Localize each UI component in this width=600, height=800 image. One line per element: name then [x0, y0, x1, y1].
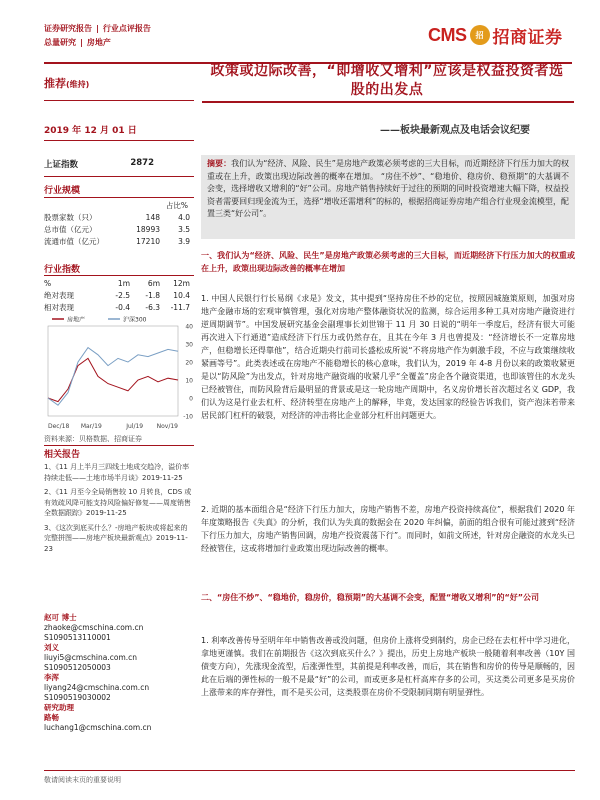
logo-en: CMS [428, 24, 467, 45]
section-1 [201, 249, 575, 275]
divider [44, 176, 194, 177]
table-row: 股票家数（只） 148 4.0 [44, 212, 190, 222]
unit-header: 占比% [165, 201, 188, 210]
trend-title: 行业指数 [44, 265, 81, 275]
chart-source: 资料来源：贝格数据、招商证券 [44, 435, 142, 443]
industry-table [44, 200, 194, 247]
y-tick-label: 10 [185, 377, 193, 385]
chart-frame [48, 326, 178, 416]
x-tick-label: Jul/19 [126, 423, 144, 430]
trend-table [44, 277, 194, 313]
summary-lead: 摘要： [207, 159, 232, 168]
header-tags: 证券研究报告 | 行业点评报告 总量研究 | 房地产 [44, 22, 151, 50]
analyst-id: S1090513110001 [44, 633, 111, 642]
table-row: 流通市值（亿元） 17210 3.9 [44, 236, 190, 246]
analyst-role: 研究助理 [44, 703, 74, 712]
x-tick-label: Mar/19 [80, 423, 102, 430]
analyst-id: S1090512050003 [44, 663, 111, 672]
analyst-name: 刘义 [44, 643, 59, 652]
report-title: 政策或边际改善，“即增收又增利”应该是权益投资者选股的出发点 [210, 63, 564, 98]
legend-label: 沪深300 [123, 316, 147, 324]
footer-note: 敬请阅读末页的重要说明 [44, 776, 121, 784]
related-item[interactable]: 1、《11 月上半月三四线土地成交趋冷，溢价率持续走低——土地市场半月谈》2019-11-25 [44, 463, 190, 482]
header-tag: 总量研究 [44, 38, 76, 47]
table-row: 相对表现 -0.4 -6.3 -11.7 [44, 302, 190, 312]
analyst-name: 路畅 [44, 713, 59, 722]
analyst-name: 李浑 [44, 673, 59, 682]
report-subtitle: ——板块最新观点及电话会议纪要 [380, 125, 530, 136]
index-label: 上证指数 [44, 160, 79, 170]
index-block [44, 158, 194, 170]
series-line [48, 358, 178, 401]
section-2-para-1: 1. 利率改善传导至明年年中销售改善或没问题，但房价上涨将受到制约，房企已经在去杠杆中学习进化，拿地更谨慎。我们在前期报告《这次到底买什么？》提出，历史上房地产板块一般随着利率改善（10Y 国债变方向），先涨现金流型，后涨弹性型，其前提是利率改善，而后，其在销售和房价的传导是顺畅的，因此在后端的弹性标的一般不是最“好”的公司，而或更多是杠杆高库存多的公司，买这类公司更多是买房价上涨带来的库存弹性，而不是买公司，这类股票在房价不受限制同期有明显弹性。 [201, 636, 575, 697]
y-tick-label: 0 [189, 395, 193, 403]
x-tick-label: Nov/19 [156, 423, 178, 430]
industry-title: 行业规模 [44, 186, 81, 196]
section-heading: 一、我们认为“经济、风险、民生”是房地产政策必须考虑的三大目标，而近期经济下行压力加大的权重或在上升，政策出现边际改善的概率在增加 [201, 251, 575, 273]
y-tick-label: 20 [185, 359, 193, 367]
related-item[interactable]: 3、《这次到底买什么？-房地产板块或将起来的完整拼图——房地产板块最新观点》2019-11-23 [44, 523, 188, 553]
y-tick-label: -10 [183, 413, 193, 421]
summary-text: 我们认为“经济、风险、民生”是房地产政策必须考虑的三大目标，而近期经济下行压力加大的权重或在上升，政策出现边际改善的概率在增加。 “房住不炒”、“稳地价、稳房价、稳预期”的大基调不会变，选择增收又增利的“好”公司。房地产销售持续好于过往的预期的同时投资增速大幅下降，权益投资者需要回归现金流为王，选择“增收还需增利”的标的，根据招商证券房地产组合行业现金流模型，配置三类“好公司”。 [207, 159, 569, 218]
index-value: 2872 [130, 158, 154, 168]
y-tick-label: 30 [185, 341, 193, 349]
company-logo [428, 24, 563, 46]
divider [44, 275, 194, 276]
divider [44, 445, 194, 446]
analyst-email[interactable]: liyang24@cmschina.com.cn [44, 683, 150, 692]
related-title: 相关报告 [44, 450, 81, 460]
y-tick-label: 40 [185, 323, 193, 331]
table-row: 总市值（亿元） 18993 3.5 [44, 224, 190, 234]
analyst-email[interactable]: luchang1@cmschina.com.cn [44, 723, 152, 732]
chart-svg [44, 312, 194, 432]
section-2 [201, 591, 575, 604]
header-tag: 房地产 [86, 38, 111, 47]
analyst-id: S1090519030002 [44, 693, 111, 702]
summary-box [201, 155, 575, 239]
divider [44, 770, 575, 771]
header-tag: 行业点评报告 [102, 24, 151, 33]
index-chart [44, 312, 194, 432]
series-line [48, 348, 178, 406]
analyst-name: 赵可 博士 [44, 613, 77, 622]
table-row: 绝对表现 -2.5 -1.8 10.4 [44, 290, 190, 300]
table-row: % 1m 6m 12m [44, 278, 190, 288]
analyst-email[interactable]: liuyi5@cmschina.com.cn [44, 653, 138, 662]
divider [44, 197, 194, 198]
divider [44, 100, 194, 101]
analyst-email[interactable]: zhaoke@cmschina.com.cn [44, 623, 144, 632]
logo-cn: 招商证券 [492, 27, 563, 48]
related-item[interactable]: 2、《11 月至今全局销售较 10 月转良，CDS 或有效疏风降可能支持风险偏好修复——周度销售全数据跟踪》2019-11-25 [44, 488, 192, 517]
rating: 推荐(维持) [44, 77, 90, 90]
analysts [44, 613, 194, 733]
x-tick-label: Dec/18 [48, 423, 70, 430]
report-date: 2019 年 12 月 01 日 [44, 126, 137, 136]
logo-mark-icon: 招 [470, 25, 490, 45]
header-tag: 证券研究报告 [44, 24, 92, 33]
related-list [44, 462, 194, 558]
section-1-para-1: 1. 中国人民银行行长易纲《求是》发文，其中提到“坚持房住不炒的定位，按照因城施策原则，加强对房地产金融市场的宏观审慎管理，强化对房地产整体融资状况的监测，综合运用多种工具对房地产融资进行逆周期调节”。中国发展研究基金会副理事长刘世锦于 11 月 30 日说的“明年一季度后，经济有很大可能再次进入下行通道”造成经济下行压力或仍然存在，且其在今年 3 月也曾提及：“经济增长不一定靠房地产，但稳增长还得靠他”，结合近期央行前司长盛松成所说“不将房地产作为刺激手段，不应与政策继续收紧画等号”。此类表述或在房地产不能稳增长的核心意味，我们认为，2019 年 4-8 月份以来的政策收紧更是以“防风险”为出发点，针对房地产融资端的收紧几乎“全覆盖”房企各个融资渠道，也即该管住的水龙头已经被管住，而防风险背后最明显的背景或是这一轮房地产周期中，名义房价增长首次超过名义 GDP，我们认为这是行业去杠杆、经济转型在房地产上的解释，毕竟，发达国家的经验告诉我们，资产泡沫若带来居民部门杠杆的破裂，对经济的冲击将比企业部分杠杆出问题更大。 [201, 294, 575, 420]
section-1-para-2: 2. 近期的基本面组合是“经济下行压力加大，房地产销售不差，房地产投资持续高位”，根据我们 2020 年年度策略报告《失真》的分析，我们认为失真的数据会在 2020 年纠偏，前面的组合很有可能过渡到“经济下行压力加大，房地产销售回调，房地产投资震荡下行”。而同时，如前文所述，针对房企融资的水龙头已经被管住，这或将增加行业政策出现边际改善的概率。 [201, 505, 575, 553]
legend-label: 房地产 [67, 316, 86, 324]
divider [44, 140, 194, 141]
section-heading: 二、“房住不炒”、“稳地价，稳房价，稳预期”的大基调不会变，配置“增收又增利”的“好”公司 [201, 593, 540, 602]
